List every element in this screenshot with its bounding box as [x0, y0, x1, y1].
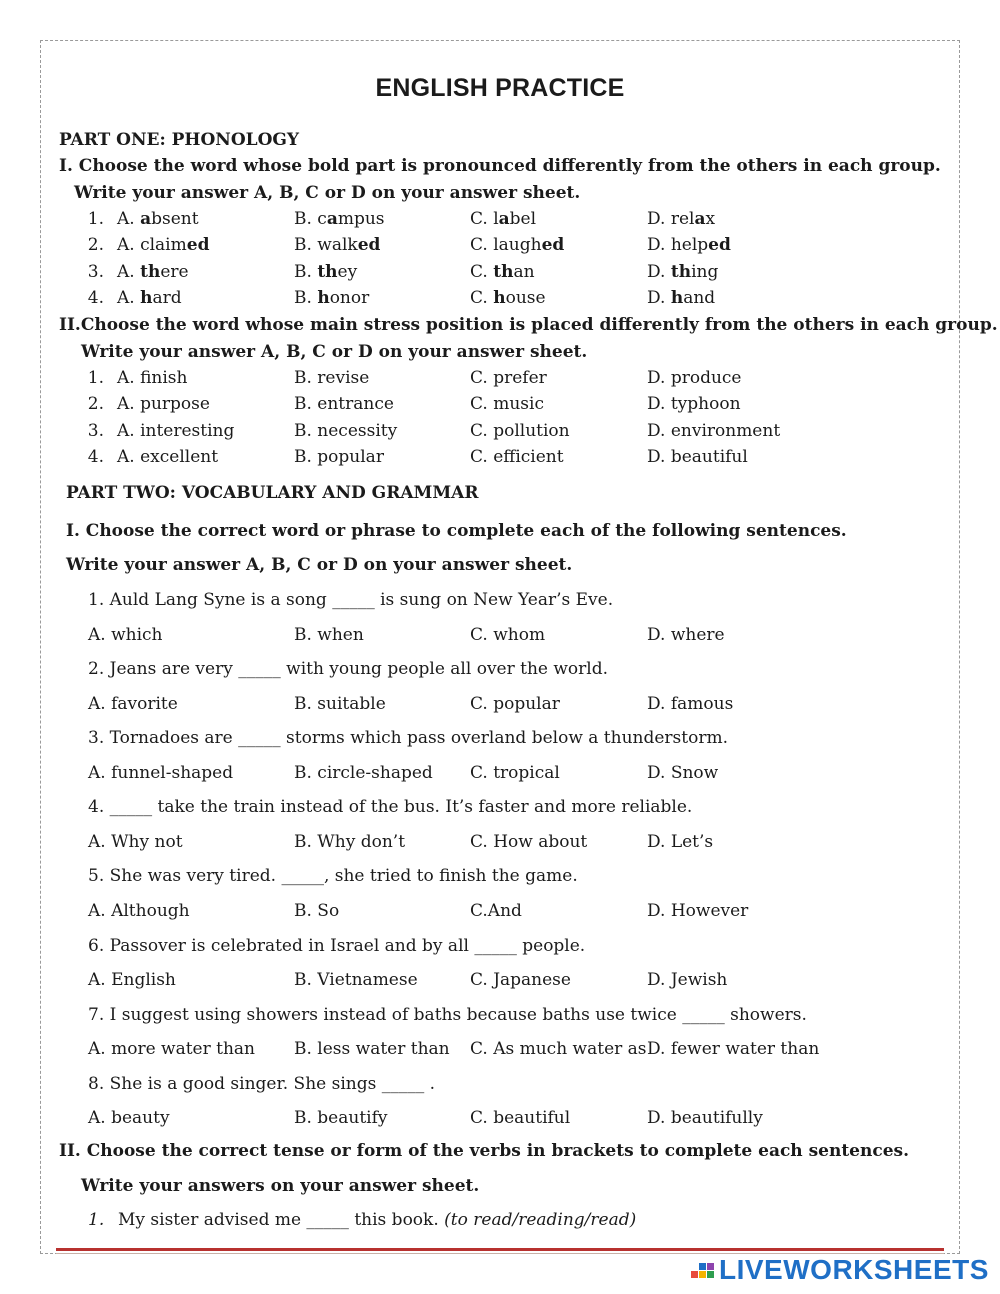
verb-question-hint: (to read/reading/read): [444, 1210, 637, 1230]
option: D. where: [647, 624, 725, 645]
option: D. Jewish: [647, 970, 728, 990]
option-text: D.: [647, 262, 671, 282]
option-text: A.: [117, 262, 141, 282]
option-text: A. claim: [117, 235, 187, 255]
option-bold-part: h: [140, 288, 153, 308]
option-text: ey: [337, 262, 358, 282]
option: A. funnel-shaped: [88, 762, 234, 783]
option-bold-part: a: [326, 209, 338, 229]
option: B. revise: [294, 368, 370, 388]
option: A. English: [88, 970, 176, 990]
grammar-instruction-1: I. Choose the correct word or phrase to complete each of the following sentences.: [66, 521, 847, 541]
option-bold-part: a: [498, 209, 510, 229]
footer-rule: [56, 1248, 944, 1251]
item-number: 1.: [87, 209, 104, 229]
option-bold-part: th: [317, 262, 338, 282]
option-text: bel: [509, 209, 537, 229]
option: A. finish: [117, 368, 188, 388]
option-text: ard: [152, 288, 182, 308]
option: A. Why not: [88, 831, 183, 852]
option: C. Japanese: [470, 970, 571, 990]
option: C. As much water as: [470, 1039, 647, 1060]
option-text: B.: [294, 262, 318, 282]
option: [647, 235, 731, 255]
grammar-write-1: Write your answer A, B, C or D on your answer sheet.: [66, 555, 573, 575]
option: C. tropical: [470, 762, 560, 783]
option-text: A.: [117, 288, 141, 308]
option: B. entrance: [294, 394, 394, 414]
item-number: 3.: [87, 262, 104, 282]
part-one-heading: PART ONE: PHONOLOGY: [59, 130, 300, 150]
option: [294, 209, 385, 229]
option: [294, 262, 357, 282]
question-text: 3. Tornadoes are _____ storms which pass overland below a thunderstorm.: [88, 728, 728, 749]
option-text: bsent: [151, 209, 199, 229]
verb-question-text: My sister advised me _____ this book.: [118, 1210, 445, 1230]
question-text: 5. She was very tired. _____, she tried to finish the game.: [88, 866, 578, 887]
question-text: 7. I suggest using showers instead of baths because baths use twice _____ showers.: [88, 1004, 807, 1025]
option-text: ere: [160, 262, 189, 282]
option: B. Why don’t: [294, 831, 406, 852]
phonology-instruction-2: II.Choose the word whose main stress position is placed differently from the others in each group.: [59, 315, 998, 335]
logo-text: LIVEWORKSHEETS: [719, 1254, 989, 1285]
option: C. efficient: [470, 447, 564, 467]
grammar-write-2: Write your answers on your answer sheet.: [81, 1176, 480, 1196]
option: B. Vietnamese: [294, 970, 418, 990]
option: [470, 262, 535, 282]
option-bold-part: h: [670, 288, 684, 308]
option-bold-part: th: [140, 262, 161, 282]
page-title: ENGLISH PRACTICE: [375, 74, 625, 102]
option: [294, 288, 369, 308]
option: D. beautifully: [647, 1108, 763, 1129]
option-bold-part: ed: [357, 235, 381, 255]
option: [117, 209, 199, 229]
item-number: 2.: [87, 235, 104, 255]
option: B. beautify: [294, 1108, 388, 1129]
verb-question-number: 1.: [88, 1210, 105, 1230]
option: D. typhoon: [647, 394, 741, 414]
grammar-instruction-2: II. Choose the correct tense or form of the verbs in brackets to complete each sentences.: [59, 1141, 910, 1161]
option: [117, 288, 182, 308]
option-text: D.: [647, 288, 671, 308]
option-text: C. l: [470, 209, 499, 229]
option: C. music: [470, 394, 544, 414]
option: [470, 209, 536, 229]
option-text: ing: [691, 262, 719, 282]
option: D. However: [647, 900, 749, 921]
item-number: 2.: [87, 394, 104, 414]
question-text: 1. Auld Lang Syne is a song _____ is sung on New Year’s Eve.: [88, 590, 614, 610]
option: D. fewer water than: [647, 1039, 820, 1060]
option: [117, 235, 209, 255]
option: A. beauty: [88, 1108, 170, 1129]
option-text: C. laugh: [470, 235, 542, 255]
option: A. which: [88, 624, 163, 645]
option: [647, 262, 718, 282]
option: B. circle-shaped: [294, 762, 433, 783]
option-text: D. rel: [647, 209, 695, 229]
option-text: onor: [329, 288, 370, 308]
option: B. So: [294, 900, 340, 921]
option: C. beautiful: [470, 1108, 571, 1129]
option: A. favorite: [88, 693, 178, 714]
option: C. How about: [470, 831, 588, 852]
liveworksheets-logo: [690, 1254, 989, 1286]
option-text: A.: [117, 209, 141, 229]
option-text: and: [683, 288, 716, 308]
phonology-write-2: Write your answer A, B, C or D on your answer sheet.: [81, 342, 588, 362]
option: C.And: [470, 900, 522, 921]
option: C. pollution: [470, 421, 570, 441]
verb-question-1: [118, 1210, 636, 1230]
option: A. purpose: [117, 394, 210, 414]
option-text: D. help: [647, 235, 709, 255]
option: D. beautiful: [647, 447, 748, 467]
option-bold-part: ed: [541, 235, 565, 255]
option-bold-part: h: [317, 288, 330, 308]
option: D. Snow: [647, 762, 719, 783]
option: A. more water than: [88, 1039, 256, 1060]
phonology-write-1: Write your answer A, B, C or D on your answer sheet.: [74, 183, 581, 203]
option: [470, 235, 564, 255]
question-text: 6. Passover is celebrated in Israel and by all _____ people.: [88, 935, 586, 956]
option: C. whom: [470, 624, 546, 645]
option-bold-part: ed: [186, 235, 210, 255]
option-bold-part: th: [670, 262, 692, 282]
option-text: ouse: [505, 288, 546, 308]
option: B. when: [294, 624, 364, 645]
option-text: C.: [470, 262, 494, 282]
option-text: x: [705, 209, 716, 229]
option: [647, 288, 715, 308]
option: D. Let’s: [647, 831, 714, 852]
option-text: an: [513, 262, 535, 282]
option: A. excellent: [117, 447, 219, 467]
option: B. suitable: [294, 693, 386, 714]
option-bold-part: a: [694, 209, 706, 229]
option-bold-part: ed: [708, 235, 731, 255]
question-text: 2. Jeans are very _____ with young people all over the world.: [88, 659, 609, 680]
option-text: B. walk: [294, 235, 358, 255]
item-number: 4.: [87, 288, 104, 308]
item-number: 3.: [87, 421, 104, 441]
option: A. interesting: [117, 421, 235, 441]
option: C. prefer: [470, 368, 547, 388]
option: B. less water than: [294, 1039, 450, 1060]
option-text: B.: [294, 288, 318, 308]
option-bold-part: th: [493, 262, 514, 282]
option: [470, 288, 546, 308]
item-number: 4.: [87, 447, 104, 467]
item-number: 1.: [87, 368, 104, 388]
option-text: B. c: [294, 209, 327, 229]
option: [647, 209, 715, 229]
option: D. environment: [647, 421, 781, 441]
phonology-instruction-1: I. Choose the word whose bold part is pronounced differently from the others in each group.: [59, 156, 941, 176]
option: D. famous: [647, 693, 734, 714]
option: [294, 235, 380, 255]
option-text: mpus: [337, 209, 385, 229]
blocks-icon: [690, 1257, 716, 1283]
option: B. necessity: [294, 421, 398, 441]
option: B. popular: [294, 447, 384, 467]
option: A. Although: [88, 900, 190, 921]
question-text: 8. She is a good singer. She sings _____ .: [88, 1073, 436, 1094]
option: [117, 262, 189, 282]
option-bold-part: h: [493, 288, 506, 308]
option: C. popular: [470, 693, 560, 714]
part-two-heading: PART TWO: VOCABULARY AND GRAMMAR: [66, 483, 479, 503]
option-bold-part: a: [140, 209, 152, 229]
option: D. produce: [647, 368, 742, 388]
question-text: 4. _____ take the train instead of the bus. It’s faster and more reliable.: [88, 797, 693, 818]
option-text: C.: [470, 288, 494, 308]
